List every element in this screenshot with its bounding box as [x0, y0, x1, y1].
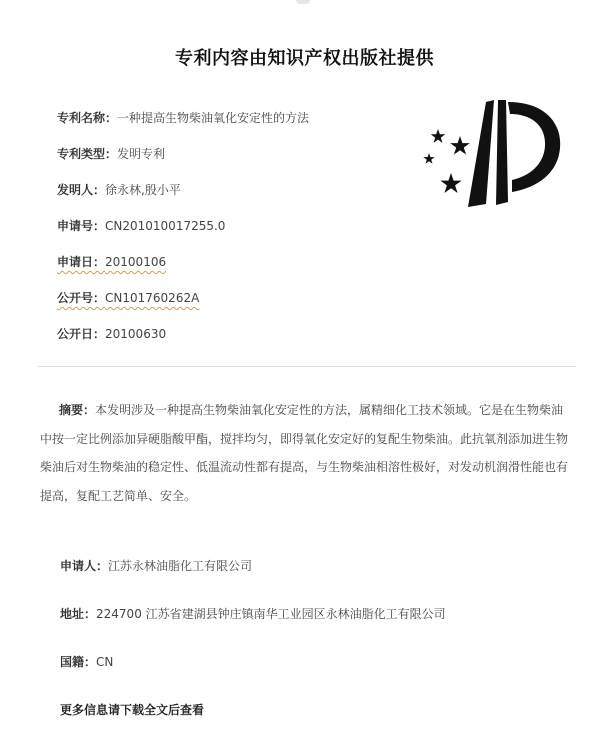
field-address — [60, 606, 446, 622]
logo-stroke-left — [468, 100, 494, 207]
page-title: 专利内容由知识产权出版社提供 — [175, 48, 434, 69]
field-value: CN101760262A — [105, 291, 200, 305]
more-info-note: 更多信息请下载全文后查看 — [60, 703, 205, 717]
section-divider — [38, 366, 576, 367]
field-label: 专利类型： — [57, 147, 118, 161]
field-value: 224700 江苏省建湖县钟庄镇南华工业园区永林油脂化工有限公司 — [96, 607, 446, 621]
field-value: CN — [96, 655, 114, 669]
field-label: 发明人： — [57, 183, 106, 197]
logo-star — [431, 129, 446, 143]
logo-star — [450, 136, 470, 155]
field-applicant — [60, 558, 252, 574]
field-application-date — [57, 254, 166, 270]
field-label: 申请人： — [60, 559, 109, 573]
field-inventor — [57, 182, 181, 198]
patent-office-logo-icon — [416, 96, 564, 212]
field-label: 国籍： — [60, 655, 97, 669]
top-indicator — [296, 0, 310, 4]
field-publication-number — [57, 290, 199, 306]
field-patent-name — [57, 110, 309, 126]
abstract — [40, 396, 572, 510]
field-value: 20100630 — [105, 327, 167, 341]
field-value: 20100106 — [105, 255, 167, 269]
field-nationality — [60, 654, 113, 670]
field-label: 公开日： — [57, 327, 106, 341]
abstract-label: 摘要： — [59, 403, 96, 417]
field-label: 地址： — [60, 607, 97, 621]
field-value: CN201010017255.0 — [105, 219, 226, 233]
field-label: 申请号： — [57, 219, 106, 233]
field-application-number — [57, 218, 225, 234]
field-publication-date — [57, 326, 166, 342]
field-label: 专利名称： — [57, 111, 118, 125]
abstract-text: 本发明涉及一种提高生物柴油氧化安定性的方法，属精细化工技术领域。它是在生物柴油中按一定比例添加异硬脂酸甲酯，搅拌均匀，即得氧化安定好的复配生物柴油。此抗氧剂添加进生物柴油后对生物柴油的稳定性、低温流动性都有提高，与生物柴油相溶性极好，对发动机润滑性能也有提高，复配工艺简单、安全。 — [40, 403, 569, 503]
field-value: 徐永林,殷小平 — [105, 183, 181, 197]
field-value: 发明专利 — [117, 147, 166, 161]
logo-stroke-right — [496, 100, 508, 205]
field-label: 公开号： — [57, 291, 106, 305]
logo-star — [423, 153, 434, 164]
logo-star — [440, 173, 461, 193]
logo-bowl — [508, 102, 560, 192]
field-patent-type — [57, 146, 165, 162]
field-value: 江苏永林油脂化工有限公司 — [108, 559, 253, 573]
field-value: 一种提高生物柴油氧化安定性的方法 — [117, 111, 310, 125]
field-label: 申请日： — [57, 255, 106, 269]
